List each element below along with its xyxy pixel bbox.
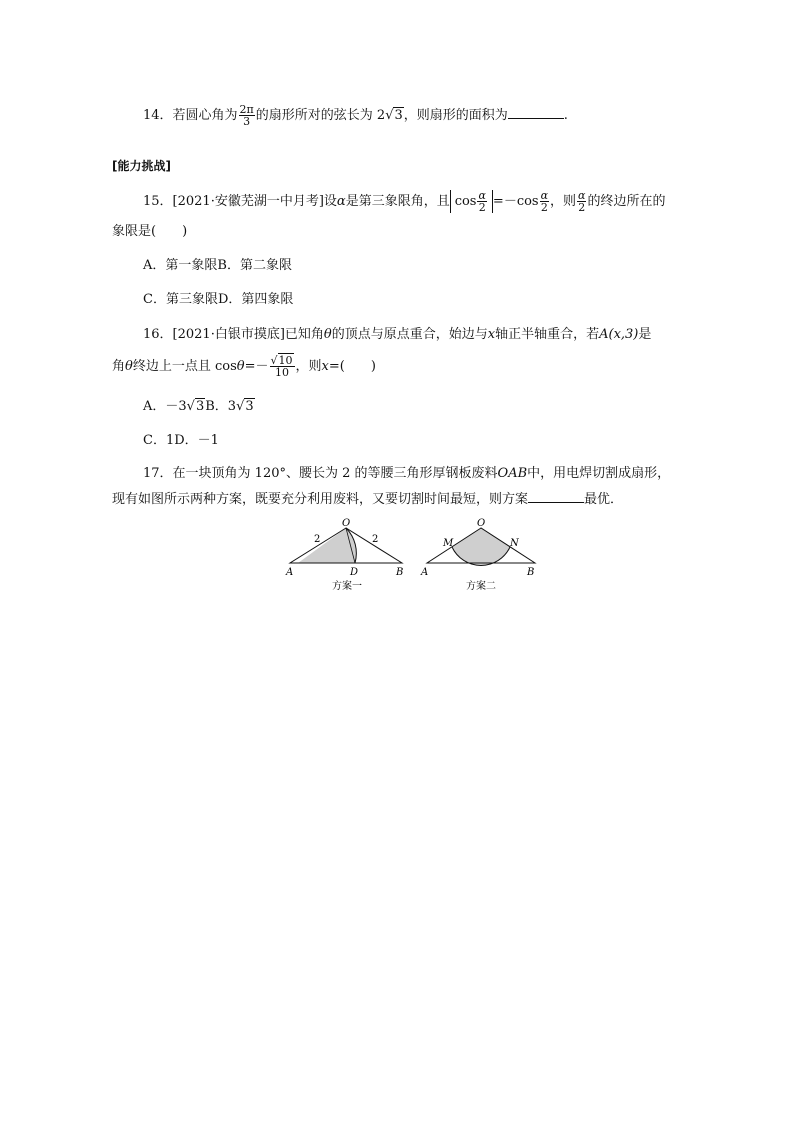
sector-shading (452, 528, 510, 565)
absolute-value: cos $\frac{\alpha}{2}$ (450, 190, 493, 213)
label-o: O (477, 518, 486, 529)
answer-blank (528, 490, 584, 503)
fraction: $\frac{2\pi}{3}$ (239, 103, 254, 128)
question-16-option-ab: A．－3√3B．3√3 (143, 399, 254, 414)
question-16: 16．[2021·白银市摸底]已知角θ的顶点与原点重合，始边与x轴正半轴重合，若A(x,3)是 (143, 327, 652, 342)
question-15-option-cd: C．第三象限D．第四象限 (143, 292, 294, 307)
label-d: D (350, 567, 359, 578)
answer-blank (508, 106, 564, 119)
question-15: 15．[2021·安徽芜湖一中月考]设α是第三象限角，且 cos $\frac{\alpha}{2}$ =－cos $\frac{\alpha}{2}$ ，则 $\frac{\alpha}{2}$ 的终边所在的 (143, 189, 666, 214)
figure-plan-two (420, 518, 535, 592)
length-right: 2 (372, 534, 379, 545)
label-a: A (421, 567, 429, 578)
label-a: A (286, 567, 294, 578)
question-16-line2: 角θ终边上一点且 cosθ=－ $\frac{√10}{10}$ ，则x=( ) (112, 354, 376, 379)
figure-plan-one (285, 518, 403, 592)
question-15-line2: 象限是( ) (112, 224, 188, 239)
question-15-option-ab: A．第一象限B．第二象限 (143, 258, 292, 273)
section-title: [能力挑战] (112, 159, 171, 173)
label-m: M (443, 538, 454, 549)
label-n: N (510, 538, 519, 549)
length-left: 2 (314, 534, 321, 545)
label-b: B (396, 567, 404, 578)
caption-plan-two: 方案二 (466, 581, 496, 592)
figure-plans (0, 515, 794, 615)
label-b: B (527, 567, 535, 578)
sqrt: √3 (385, 108, 403, 123)
question-17-line2: 现有如图所示两种方案，既要充分利用废料，又要切割时间最短，则方案 最优． (112, 492, 624, 507)
question-17: 17．在一块顶角为 120°、腰长为 2 的等腰三角形厚钢板废料OAB中，用电焊切割成扇形， (143, 466, 671, 481)
question-14: 14．若圆心角为 $\frac{2\pi}{3}$ 的扇形所对的弦长为 2√3，则扇形的面积为 . (143, 103, 568, 128)
label-o: O (342, 518, 351, 529)
caption-plan-one: 方案一 (332, 581, 362, 592)
question-16-option-cd: C．1D．－1 (143, 433, 219, 448)
